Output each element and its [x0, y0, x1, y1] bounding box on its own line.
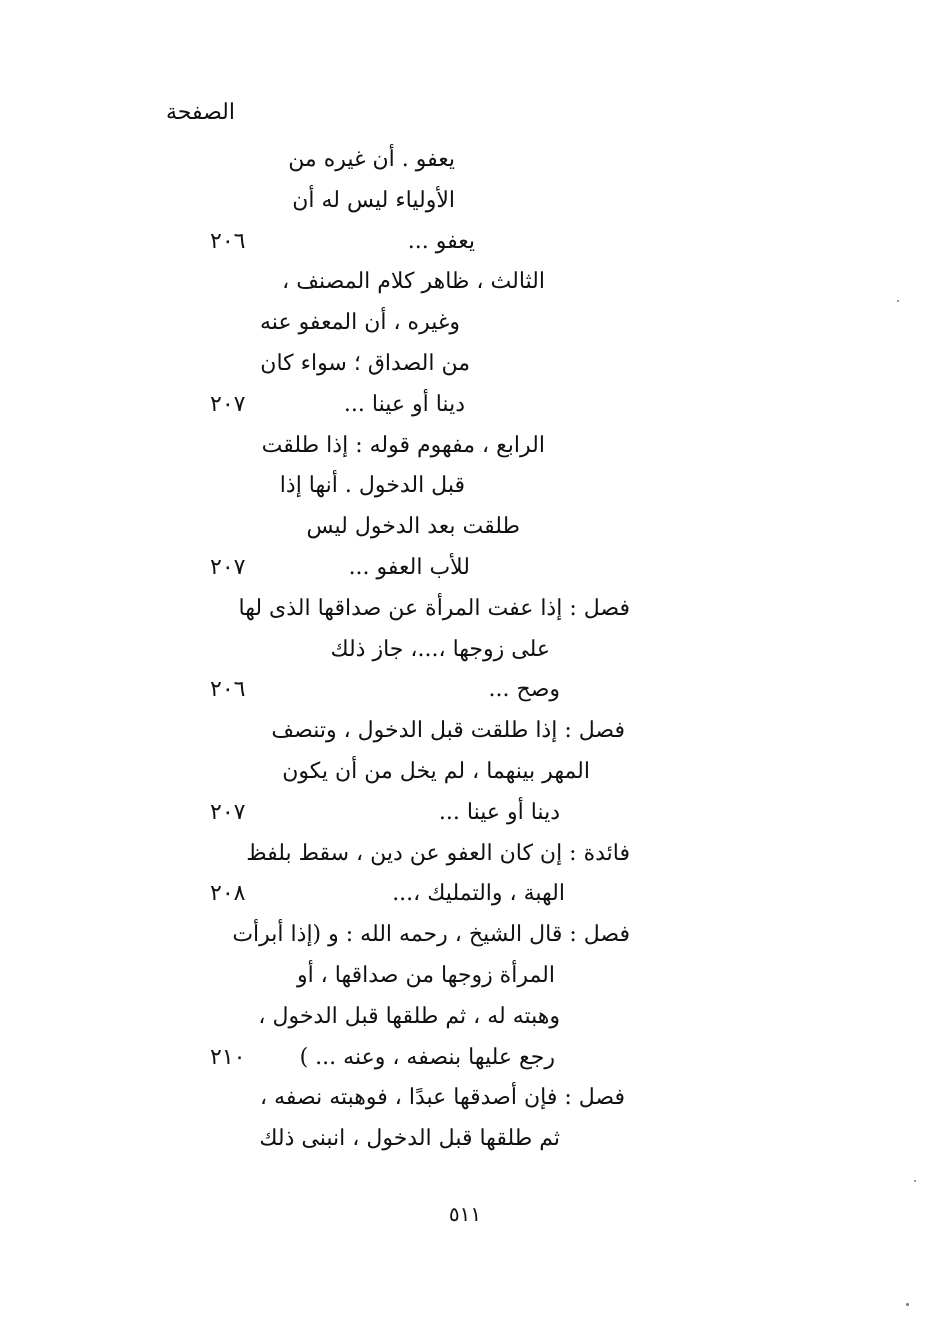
entry-text: الثالث ، ظاهر كلام المصنف ،: [282, 269, 545, 294]
page-number: ٥١١: [448, 1202, 482, 1226]
entry-text: من الصداق ؛ سواء كان: [260, 351, 470, 376]
scan-speck: [914, 1180, 916, 1182]
entry-text: قبل الدخول . أنها إذا: [279, 473, 465, 498]
entry-page-number: ٢٠٧: [210, 555, 246, 580]
entry-text: المرأة زوجها من صداقها ، أو: [296, 963, 555, 988]
entry-text: طلقت بعد الدخول ليس: [306, 514, 520, 539]
entry-text: فائدة : إن كان العفو عن دين ، سقط بلفظ: [246, 841, 630, 866]
entry-text: الهبة ، والتمليك ،...: [392, 881, 565, 906]
entry-page-number: ٢٠٨: [210, 881, 246, 906]
entry-page-number: ٢٠٦: [210, 229, 246, 254]
entry-text: المهر بينهما ، لم يخل من أن يكون: [282, 759, 590, 784]
scan-speck: [906, 1303, 909, 1306]
entry-text: فصل : قال الشيخ ، رحمه الله : و (إذا أبرأت: [232, 922, 630, 947]
scan-speck: [897, 300, 899, 302]
entry-page-number: ٢٠٦: [210, 677, 246, 702]
entry-text: للأب العفو ...: [348, 555, 470, 580]
entry-text: الرابع ، مفهوم قوله : إذا طلقت: [261, 433, 545, 458]
entry-text: فصل : إذا طلقت قبل الدخول ، وتنصف: [271, 718, 625, 743]
entry-page-number: ٢٠٧: [210, 392, 246, 417]
entry-text: وصح ...: [488, 677, 560, 702]
entry-text: على زوجها ،...، جاز ذلك: [330, 637, 550, 662]
entry-page-number: ٢١٠: [210, 1045, 246, 1070]
entry-text: ثم طلقها قبل الدخول ، انبنى ذلك: [259, 1126, 560, 1151]
entry-text: الأولياء ليس له أن: [292, 188, 455, 213]
entry-text: وغيره ، أن المعفو عنه: [260, 310, 460, 335]
entry-text: وهبته له ، ثم طلقها قبل الدخول ،: [258, 1004, 560, 1029]
page-column-header: الصفحة: [165, 100, 235, 125]
entry-text: يعفو . أن غيره من: [288, 147, 455, 172]
entry-text: فصل : فإن أصدقها عبدًا ، فوهبته نصفه ،: [260, 1085, 625, 1110]
entry-text: دينا أو عينا ...: [438, 800, 560, 825]
entry-text: فصل : إذا عفت المرأة عن صداقها الذى لها: [238, 596, 630, 621]
entry-text: دينا أو عينا ...: [343, 392, 465, 417]
entry-text: رجع عليها بنصفه ، وعنه ... ): [299, 1045, 555, 1070]
entry-page-number: ٢٠٧: [210, 800, 246, 825]
entry-text: يعفو ...: [407, 229, 475, 254]
